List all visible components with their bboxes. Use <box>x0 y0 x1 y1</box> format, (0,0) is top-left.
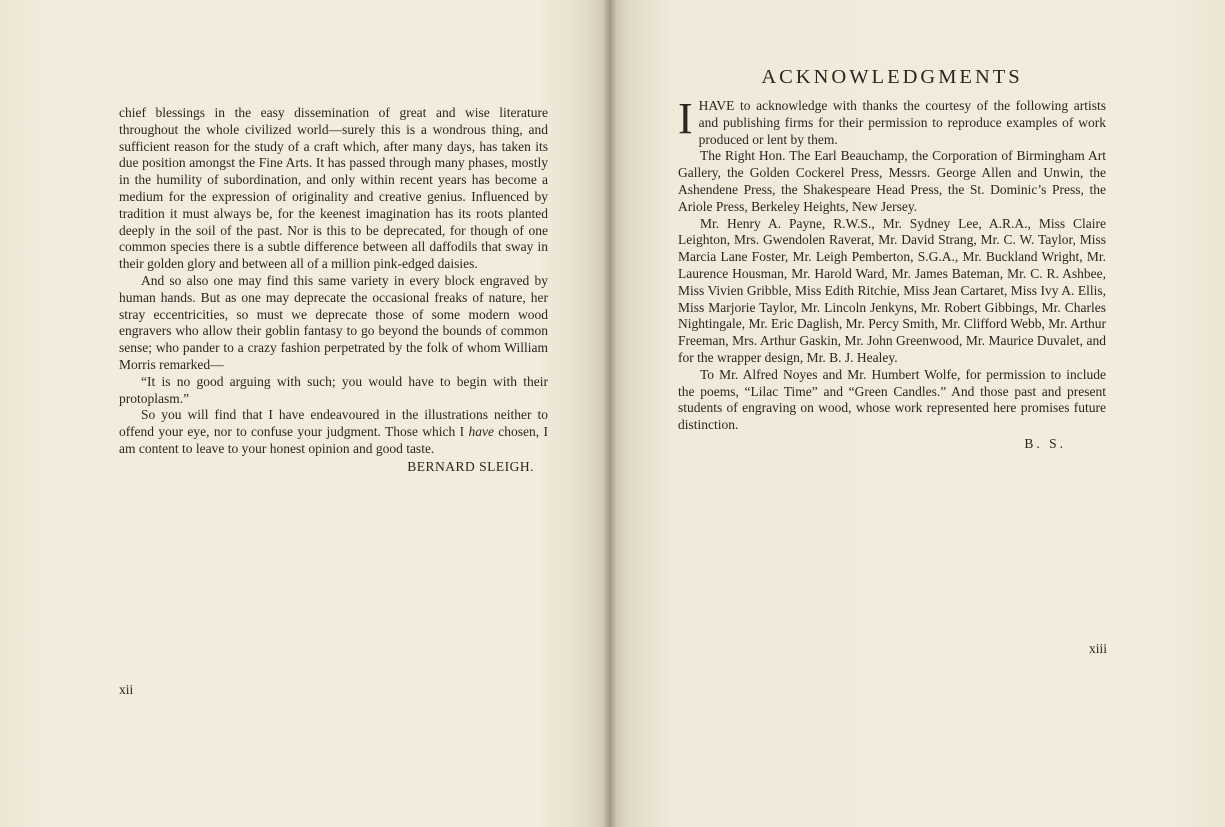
left-paragraph-1: chief blessings in the easy dissemination of great and wise literature throughout the whole civilized world—surely this is a wondrous thing, and sufficient reason for the study of a craft which, after many days, has taken its due position amongst the Fine Arts. It has passed through many phases, mostly in the humility of subordination, and only within recent years has become a medium for the expression of originality and creative genius. Influenced by tradition it must always be, for the keenest imagination has its roots planted deeply in the soil of the past. Nor is this to be deprecated, for though of one common species there is a subtle difference between all daffodils that sway in their golden glory and between all of a million pink-edged daisies. <box>119 105 548 272</box>
book-gutter <box>603 0 617 827</box>
right-paragraph-1 <box>678 94 1106 148</box>
initials-signature: B. S. <box>1024 435 1066 451</box>
left-paragraph-3: “It is no good arguing with such; you would have to begin with their protoplasm.” <box>119 373 548 406</box>
left-page-text <box>119 105 548 476</box>
author-signature: BERNARD SLEIGH. <box>407 458 534 474</box>
right-paragraph-2: The Right Hon. The Earl Beauchamp, the Corporation of Birmingham Art Gallery, the Golden Cockerel Press, Messrs. George Allen and Unwin, the Ashendene Press, the Shakespeare Head Press, the St. Dominic’s Press, the Ariole Press, Berkeley Heights, New Jersey. <box>678 148 1106 214</box>
drop-cap: I <box>678 94 693 143</box>
left-paragraph-4-emphasis: have <box>468 424 494 440</box>
right-page-text <box>678 94 1106 453</box>
right-paragraph-4: To Mr. Alfred Noyes and Mr. Humbert Wolfe, for permission to include the poems, “Lilac Time” and “Green Candles.” And those past and present students of engraving on wood, whose work represented here promises future distinction. <box>678 366 1106 433</box>
left-paragraph-4-start: So you will find that I have endeavoured in the illustrations neither to offend your eye, nor to confuse your judgment. Those which I <box>119 407 548 440</box>
left-paragraph-4 <box>119 407 548 457</box>
left-paragraph-4-end: chosen, I am content to leave to your honest opinion and good taste. <box>119 424 548 456</box>
right-page-number: xiii <box>1089 641 1108 656</box>
right-paragraph-1-text: HAVE to acknowledge with thanks the courtesy of the following artists and publishing firms for their permission to reproduce examples of work produced or lent by them. <box>698 98 1106 147</box>
page-title: ACKNOWLEDGMENTS <box>761 66 1023 88</box>
right-paragraph-3: Mr. Henry A. Payne, R.W.S., Mr. Sydney Lee, A.R.A., Miss Claire Leighton, Mrs. Gwendolen Raverat, Mr. David Strang, Mr. C. W. Taylor, Miss Marcia Lane Foster, Mr. Leigh Pemberton, S.G.A., Mr. Buckland Wright, Mr. Laurence Housman, Mr. Harold Ward, Mr. James Bateman, Mr. C. R. Ashbee, Miss Vivien Gribble, Miss Edith Ritchie, Miss Jean Cartaret, Miss Ivy A. Ellis, Miss Marjorie Taylor, Mr. Lincoln Jenkyns, Mr. Robert Gibbings, Mr. Charles Nightingale, Mr. Eric Daglish, Mr. Percy Smith, Mr. Clifford Webb, Mr. Arthur Freeman, Mrs. Arthur Gaskin, Mr. John Greenwood, Mr. Maurice Duvalet, and for the wrapper design, Mr. B. J. Healey. <box>678 215 1106 365</box>
left-page-number: xii <box>119 682 134 697</box>
left-paragraph-2: And so also one may find this same variety in every block engraved by human hands. But as one may deprecate the occasional freaks of nature, her stray eccentricities, so must we deprecate those of some modern wood engravers who allow their goblin fantasy to go beyond the bounds of common sense; who pander to a crazy fashion perpetrated by the folk of whom William Morris remarked— <box>119 272 548 372</box>
